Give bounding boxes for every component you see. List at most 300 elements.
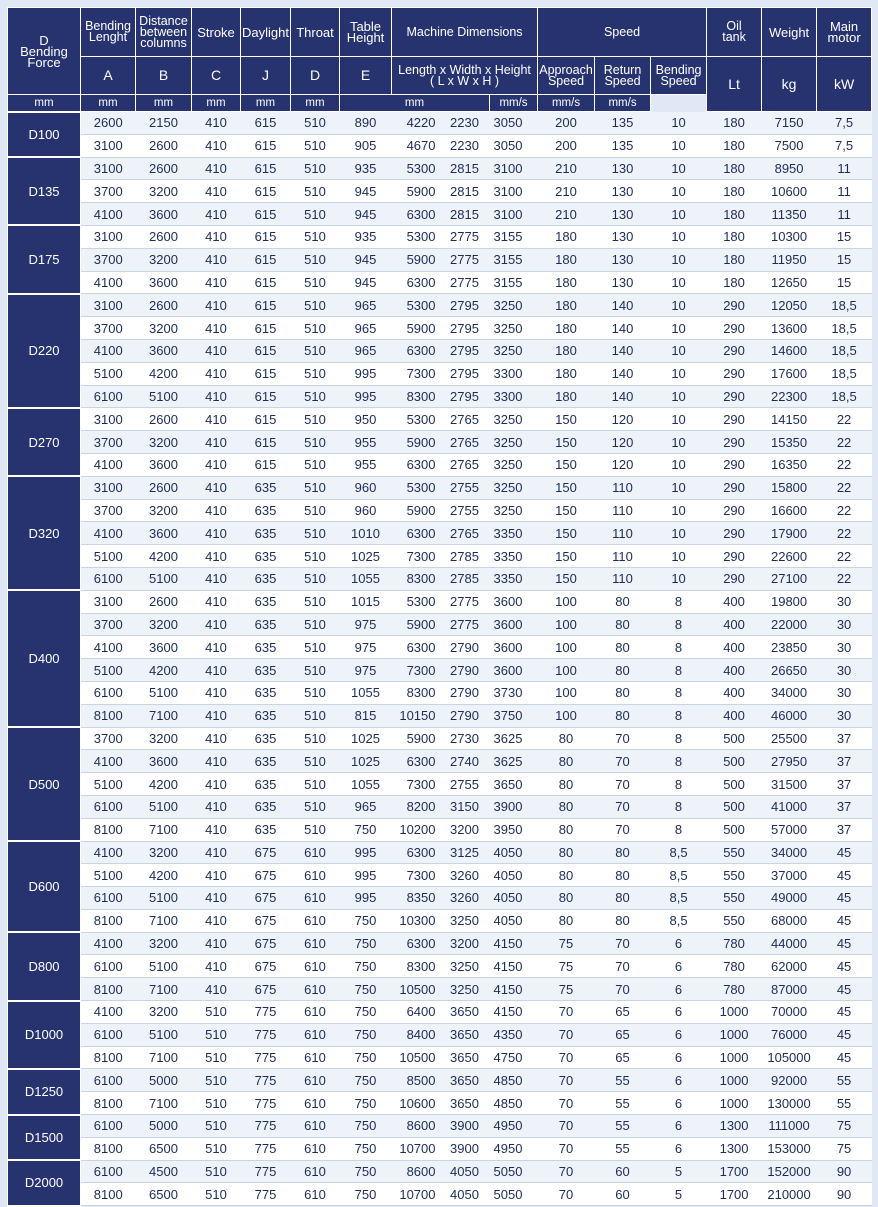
header-text: Speed xyxy=(660,73,697,88)
table-cell: 2785 xyxy=(440,567,490,590)
table-cell: 2765 xyxy=(440,431,490,454)
header-unit-mm: mm xyxy=(291,95,340,112)
header-speed: Speed xyxy=(538,8,707,57)
table-cell: 8600 xyxy=(392,1160,440,1183)
table-row xyxy=(8,294,872,317)
table-cell: 8,5 xyxy=(651,909,707,932)
table-cell: 150 xyxy=(538,476,595,499)
table-cell: 10600 xyxy=(762,180,817,203)
table-cell: 510 xyxy=(192,1046,241,1069)
table-cell: 3350 xyxy=(490,545,538,568)
table-cell: 15350 xyxy=(762,431,817,454)
table-cell: 4100 xyxy=(81,453,136,476)
table-cell: 4150 xyxy=(490,978,538,1001)
header-distance-columns xyxy=(136,8,192,57)
table-cell: 995 xyxy=(340,864,392,887)
table-cell: 6300 xyxy=(392,522,440,545)
table-cell: 49000 xyxy=(762,887,817,910)
table-row xyxy=(8,362,872,385)
table-cell: 995 xyxy=(340,841,392,864)
table-cell: 780 xyxy=(707,955,762,978)
table-cell: 22 xyxy=(817,545,872,568)
table-cell: 153000 xyxy=(762,1137,817,1160)
table-cell: 410 xyxy=(192,522,241,545)
table-cell: 1025 xyxy=(340,545,392,568)
header-text: Bending xyxy=(655,62,702,77)
table-cell: 750 xyxy=(340,818,392,841)
header-text: Main xyxy=(829,19,859,34)
table-cell: 510 xyxy=(291,408,340,431)
table-cell: 615 xyxy=(241,408,291,431)
header-unit-mm: mm xyxy=(81,95,136,112)
table-cell: 410 xyxy=(192,362,241,385)
table-cell: 775 xyxy=(241,1046,291,1069)
table-cell: 120 xyxy=(595,408,651,431)
table-cell: 410 xyxy=(192,613,241,636)
table-cell: 80 xyxy=(595,613,651,636)
table-cell: 110 xyxy=(595,476,651,499)
header-text: Oil xyxy=(726,19,742,33)
table-cell: 2600 xyxy=(136,408,192,431)
table-cell: 80 xyxy=(538,887,595,910)
table-cell: 635 xyxy=(241,773,291,796)
table-cell: 6 xyxy=(651,1069,707,1092)
table-cell: 210 xyxy=(538,157,595,180)
table-row xyxy=(8,1046,872,1069)
table-cell: 100 xyxy=(538,681,595,704)
table-cell: 615 xyxy=(241,294,291,317)
table-cell: 3155 xyxy=(490,225,538,248)
table-cell: 3100 xyxy=(490,180,538,203)
table-cell: 290 xyxy=(707,294,762,317)
table-cell: 150 xyxy=(538,431,595,454)
table-cell: 4100 xyxy=(81,522,136,545)
header-bending-speed xyxy=(651,57,707,95)
table-cell: 2795 xyxy=(440,339,490,362)
table-cell: 1700 xyxy=(707,1183,762,1206)
table-cell: 7100 xyxy=(136,1046,192,1069)
table-cell: 890 xyxy=(340,112,392,135)
table-cell: 5 xyxy=(651,1183,707,1206)
table-cell: 410 xyxy=(192,385,241,408)
table-cell: 5100 xyxy=(81,773,136,796)
table-cell: 3600 xyxy=(490,659,538,682)
table-cell: 2790 xyxy=(440,681,490,704)
table-cell: 750 xyxy=(340,1023,392,1046)
table-cell: 2775 xyxy=(440,248,490,271)
table-cell: 10 xyxy=(651,499,707,522)
table-cell: 610 xyxy=(291,1115,340,1138)
table-cell: 635 xyxy=(241,590,291,613)
table-cell: 30 xyxy=(817,636,872,659)
header-text: ( L x W x H ) xyxy=(430,73,499,88)
table-cell: 995 xyxy=(340,887,392,910)
header-main-motor xyxy=(817,8,872,57)
table-cell: 70 xyxy=(538,1069,595,1092)
table-cell: 5300 xyxy=(392,476,440,499)
table-cell: 80 xyxy=(595,590,651,613)
table-cell: 75 xyxy=(538,955,595,978)
table-cell: 2775 xyxy=(440,590,490,613)
table-cell: 5100 xyxy=(136,795,192,818)
table-cell: 4150 xyxy=(490,1001,538,1024)
table-row xyxy=(8,157,872,180)
table-cell: 140 xyxy=(595,294,651,317)
table-row xyxy=(8,636,872,659)
table-cell: 610 xyxy=(291,909,340,932)
table-cell: 31500 xyxy=(762,773,817,796)
table-cell: 4150 xyxy=(490,932,538,955)
table-cell: 935 xyxy=(340,225,392,248)
table-cell: 775 xyxy=(241,1069,291,1092)
table-cell: 945 xyxy=(340,248,392,271)
table-cell: 775 xyxy=(241,1137,291,1160)
bending-force-label: D600 xyxy=(8,841,81,932)
table-cell: 400 xyxy=(707,659,762,682)
table-cell: 510 xyxy=(192,1023,241,1046)
bending-force-label: D500 xyxy=(8,727,81,841)
table-cell: 7300 xyxy=(392,864,440,887)
table-cell: 100 xyxy=(538,636,595,659)
table-cell: 5000 xyxy=(136,1069,192,1092)
table-cell: 6 xyxy=(651,1115,707,1138)
table-cell: 18,5 xyxy=(817,339,872,362)
table-cell: 75 xyxy=(538,978,595,1001)
table-cell: 130 xyxy=(595,271,651,294)
table-cell: 510 xyxy=(291,180,340,203)
table-cell: 6300 xyxy=(392,750,440,773)
table-cell: 3250 xyxy=(490,408,538,431)
table-cell: 750 xyxy=(340,1001,392,1024)
table-cell: 180 xyxy=(538,271,595,294)
header-text: between xyxy=(139,24,188,39)
table-cell: 510 xyxy=(291,271,340,294)
table-cell: 3600 xyxy=(136,750,192,773)
table-cell: 3155 xyxy=(490,248,538,271)
table-cell: 27100 xyxy=(762,567,817,590)
table-cell: 4050 xyxy=(440,1183,490,1206)
table-cell: 3200 xyxy=(136,180,192,203)
table-row xyxy=(8,818,872,841)
table-cell: 11 xyxy=(817,157,872,180)
table-row xyxy=(8,522,872,545)
table-body xyxy=(8,112,872,1206)
table-cell: 780 xyxy=(707,978,762,1001)
header-text: motor xyxy=(827,30,861,45)
table-cell: 70 xyxy=(538,1183,595,1206)
bending-force-label: D400 xyxy=(8,590,81,727)
table-cell: 2730 xyxy=(440,727,490,750)
table-cell: 675 xyxy=(241,887,291,910)
table-row xyxy=(8,681,872,704)
table-cell: 955 xyxy=(340,453,392,476)
table-cell: 410 xyxy=(192,773,241,796)
table-cell: 3260 xyxy=(440,864,490,887)
table-cell: 4050 xyxy=(490,887,538,910)
table-cell: 8 xyxy=(651,795,707,818)
table-cell: 610 xyxy=(291,1046,340,1069)
table-row xyxy=(8,1023,872,1046)
table-cell: 635 xyxy=(241,545,291,568)
table-cell: 8 xyxy=(651,727,707,750)
table-row xyxy=(8,112,872,135)
table-cell: 6 xyxy=(651,1092,707,1115)
table-cell: 4050 xyxy=(490,864,538,887)
table-cell: 610 xyxy=(291,1183,340,1206)
table-cell: 3200 xyxy=(136,248,192,271)
table-cell: 3200 xyxy=(136,1001,192,1024)
table-cell: 18,5 xyxy=(817,362,872,385)
table-cell: 8,5 xyxy=(651,841,707,864)
table-cell: 7300 xyxy=(392,545,440,568)
header-text: Length x Width x Height xyxy=(398,62,531,77)
table-cell: 62000 xyxy=(762,955,817,978)
table-cell: 510 xyxy=(291,112,340,135)
table-row xyxy=(8,1115,872,1138)
table-cell: 46000 xyxy=(762,704,817,727)
table-cell: 150 xyxy=(538,567,595,590)
table-cell: 27950 xyxy=(762,750,817,773)
table-cell: 8300 xyxy=(392,385,440,408)
table-cell: 1000 xyxy=(707,1092,762,1115)
table-cell: 510 xyxy=(291,157,340,180)
table-cell: 1015 xyxy=(340,590,392,613)
table-cell: 135 xyxy=(595,112,651,135)
table-cell: 70 xyxy=(595,795,651,818)
table-cell: 6100 xyxy=(81,1115,136,1138)
table-cell: 615 xyxy=(241,203,291,226)
table-cell: 635 xyxy=(241,818,291,841)
table-cell: 30 xyxy=(817,704,872,727)
table-cell: 410 xyxy=(192,317,241,340)
table-cell: 615 xyxy=(241,271,291,294)
table-cell: 8950 xyxy=(762,157,817,180)
table-cell: 2230 xyxy=(440,134,490,157)
table-cell: 3350 xyxy=(490,522,538,545)
table-cell: 3700 xyxy=(81,613,136,636)
table-cell: 16600 xyxy=(762,499,817,522)
table-cell: 3250 xyxy=(440,909,490,932)
table-cell: 7300 xyxy=(392,773,440,796)
table-cell: 10300 xyxy=(392,909,440,932)
table-cell: 410 xyxy=(192,453,241,476)
table-cell: 15 xyxy=(817,271,872,294)
table-cell: 55 xyxy=(595,1137,651,1160)
table-cell: 8100 xyxy=(81,1092,136,1115)
table-cell: 14600 xyxy=(762,339,817,362)
table-cell: 5900 xyxy=(392,613,440,636)
table-cell: 410 xyxy=(192,887,241,910)
table-cell: 55 xyxy=(817,1092,872,1115)
table-cell: 80 xyxy=(538,864,595,887)
table-cell: 750 xyxy=(340,955,392,978)
table-cell: 675 xyxy=(241,841,291,864)
table-cell: 8100 xyxy=(81,1046,136,1069)
header-text: tank xyxy=(722,30,746,44)
table-cell: 3200 xyxy=(136,613,192,636)
table-cell: 2775 xyxy=(440,613,490,636)
table-cell: 120 xyxy=(595,453,651,476)
table-cell: 10 xyxy=(651,248,707,271)
table-cell: 3900 xyxy=(440,1115,490,1138)
table-cell: 8 xyxy=(651,750,707,773)
table-row xyxy=(8,955,872,978)
table-cell: 775 xyxy=(241,1001,291,1024)
table-cell: 140 xyxy=(595,362,651,385)
table-cell: 7100 xyxy=(136,909,192,932)
table-cell: 80 xyxy=(538,750,595,773)
bending-force-label: D1500 xyxy=(8,1115,81,1161)
table-cell: 15 xyxy=(817,225,872,248)
table-cell: 10700 xyxy=(392,1137,440,1160)
table-cell: 965 xyxy=(340,339,392,362)
table-cell: 180 xyxy=(707,248,762,271)
table-cell: 8,5 xyxy=(651,887,707,910)
bending-force-label: D175 xyxy=(8,225,81,293)
table-cell: 4850 xyxy=(490,1092,538,1115)
table-cell: 1025 xyxy=(340,727,392,750)
table-cell: 510 xyxy=(192,1160,241,1183)
table-cell: 10 xyxy=(651,567,707,590)
table-cell: 4100 xyxy=(81,932,136,955)
table-cell: 4950 xyxy=(490,1137,538,1160)
table-cell: 22 xyxy=(817,499,872,522)
table-cell: 8 xyxy=(651,659,707,682)
table-cell: 400 xyxy=(707,636,762,659)
table-cell: 70 xyxy=(538,1137,595,1160)
table-cell: 12050 xyxy=(762,294,817,317)
table-cell: 7150 xyxy=(762,112,817,135)
header-text: Bending xyxy=(85,19,131,33)
table-cell: 5050 xyxy=(490,1183,538,1206)
table-cell: 76000 xyxy=(762,1023,817,1046)
table-cell: 2775 xyxy=(440,271,490,294)
table-cell: 410 xyxy=(192,750,241,773)
table-cell: 410 xyxy=(192,932,241,955)
table-cell: 500 xyxy=(707,727,762,750)
table-cell: 2600 xyxy=(136,157,192,180)
table-cell: 11350 xyxy=(762,203,817,226)
table-cell: 610 xyxy=(291,1092,340,1115)
table-cell: 4050 xyxy=(490,909,538,932)
table-cell: 4100 xyxy=(81,203,136,226)
table-cell: 635 xyxy=(241,727,291,750)
table-cell: 510 xyxy=(291,681,340,704)
table-cell: 80 xyxy=(595,841,651,864)
table-cell: 5300 xyxy=(392,408,440,431)
table-row xyxy=(8,317,872,340)
table-cell: 3600 xyxy=(490,636,538,659)
table-cell: 675 xyxy=(241,978,291,1001)
table-row xyxy=(8,727,872,750)
table-row xyxy=(8,841,872,864)
header-weight: Weight xyxy=(762,8,817,57)
table-cell: 775 xyxy=(241,1092,291,1115)
table-cell: 150 xyxy=(538,522,595,545)
table-cell: 410 xyxy=(192,476,241,499)
table-cell: 180 xyxy=(707,225,762,248)
table-cell: 10500 xyxy=(392,978,440,1001)
table-row xyxy=(8,203,872,226)
table-cell: 400 xyxy=(707,681,762,704)
table-cell: 410 xyxy=(192,659,241,682)
table-cell: 8100 xyxy=(81,978,136,1001)
header-oil-tank xyxy=(707,8,762,57)
table-cell: 510 xyxy=(192,1001,241,1024)
header-text: Return xyxy=(603,62,642,77)
table-cell: 2600 xyxy=(136,294,192,317)
table-cell: 100 xyxy=(538,704,595,727)
table-cell: 410 xyxy=(192,567,241,590)
table-cell: 410 xyxy=(192,590,241,613)
table-cell: 3100 xyxy=(81,476,136,499)
table-cell: 45 xyxy=(817,864,872,887)
table-cell: 1025 xyxy=(340,750,392,773)
table-cell: 3625 xyxy=(490,727,538,750)
table-cell: 15800 xyxy=(762,476,817,499)
table-row xyxy=(8,453,872,476)
table-cell: 3100 xyxy=(81,134,136,157)
table-cell: 80 xyxy=(538,841,595,864)
table-cell: 8 xyxy=(651,636,707,659)
table-cell: 55 xyxy=(817,1069,872,1092)
table-cell: 8100 xyxy=(81,1137,136,1160)
table-cell: 10 xyxy=(651,476,707,499)
table-cell: 510 xyxy=(291,750,340,773)
table-cell: 30 xyxy=(817,613,872,636)
table-cell: 11 xyxy=(817,203,872,226)
table-cell: 2600 xyxy=(136,476,192,499)
table-row xyxy=(8,180,872,203)
table-cell: 152000 xyxy=(762,1160,817,1183)
table-cell: 150 xyxy=(538,545,595,568)
table-cell: 290 xyxy=(707,453,762,476)
table-cell: 180 xyxy=(538,385,595,408)
table-cell: 750 xyxy=(340,1137,392,1160)
table-cell: 130000 xyxy=(762,1092,817,1115)
table-cell: 75 xyxy=(817,1115,872,1138)
table-cell: 510 xyxy=(291,317,340,340)
table-cell: 22 xyxy=(817,453,872,476)
table-cell: 6300 xyxy=(392,932,440,955)
table-cell: 8,5 xyxy=(651,864,707,887)
table-cell: 180 xyxy=(538,362,595,385)
table-row xyxy=(8,385,872,408)
table-cell: 14150 xyxy=(762,408,817,431)
table-row xyxy=(8,134,872,157)
table-cell: 400 xyxy=(707,613,762,636)
table-cell: 70 xyxy=(538,1023,595,1046)
table-cell: 110 xyxy=(595,499,651,522)
table-cell: 37 xyxy=(817,795,872,818)
table-cell: 8100 xyxy=(81,818,136,841)
table-cell: 410 xyxy=(192,203,241,226)
table-cell: 3600 xyxy=(136,453,192,476)
table-cell: 6100 xyxy=(81,955,136,978)
header-text: Speed xyxy=(604,73,641,88)
table-cell: 290 xyxy=(707,362,762,385)
table-row xyxy=(8,1137,872,1160)
table-cell: 3250 xyxy=(490,317,538,340)
table-row xyxy=(8,932,872,955)
table-cell: 11950 xyxy=(762,248,817,271)
table-cell: 6300 xyxy=(392,636,440,659)
table-cell: 5100 xyxy=(136,887,192,910)
table-cell: 775 xyxy=(241,1160,291,1183)
table-cell: 45 xyxy=(817,909,872,932)
table-cell: 8600 xyxy=(392,1115,440,1138)
table-cell: 6 xyxy=(651,1001,707,1024)
